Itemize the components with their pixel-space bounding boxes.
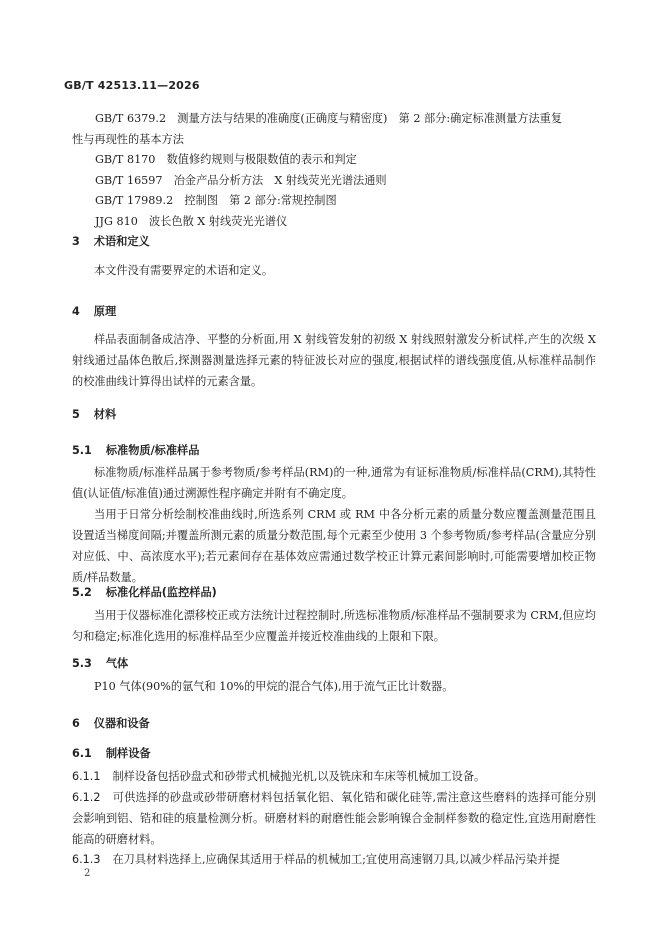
section-title: 标准物质/标准样品 — [105, 444, 200, 457]
clause-text: 制样设备包括砂盘式和砂带式机械抛光机,以及铣床和车床等机械加工设备。 — [112, 770, 486, 783]
clause-text: 在刀具材料选择上,应确保其适用于样品的机械加工;宜使用高速钢刀具,以减少样品污染并提 — [112, 853, 560, 866]
section-4-heading — [72, 303, 116, 319]
section-number: 5.2 — [72, 586, 92, 599]
section-title: 术语和定义 — [93, 235, 150, 248]
reference-line: JJG 810 波长色散 X 射线荧光光谱仪 — [95, 215, 288, 228]
section-5-heading — [72, 406, 116, 422]
clause-6-1-3 — [72, 849, 596, 870]
clause-text: 可供选择的砂盘或砂带研磨材料包括氧化铝、氧化锆和碳化硅等,需注意这些磨料的选择可能分别会影响到铝、锆和硅的痕量检测分析。研磨材料的耐磨性能会影响镍合金制样参数的稳定性,宜选用耐磨性能高的研磨材料。 — [72, 791, 596, 846]
section-number: 5.1 — [72, 444, 92, 457]
section-6-heading — [72, 715, 150, 731]
clause-6-1-2 — [72, 787, 596, 850]
section-3-body: 本文件没有需要界定的术语和定义。 — [94, 264, 274, 277]
section-6-1-heading — [72, 745, 151, 761]
clause-number: 6.1.2 — [72, 791, 101, 804]
reference-line: GB/T 8170 数值修约规则与极限数值的表示和判定 — [95, 153, 357, 166]
page-number: 2 — [84, 868, 91, 879]
section-5-3-heading — [72, 655, 128, 671]
clause-number: 6.1.1 — [72, 770, 101, 783]
section-5-1-heading — [72, 442, 199, 458]
section-title: 原理 — [93, 305, 117, 318]
reference-line: GB/T 16597 冶金产品分析方法 X 射线荧光光谱法通则 — [95, 174, 387, 187]
section-title: 气体 — [105, 657, 129, 670]
section-5-1-para-1: 标准物质/标准样品属于参考物质/参考样品(RM)的一种,通常为有证标准物质/标准样品(CRM),其特性值(认证值/标准值)通过溯源性程序确定并附有不确定度。 — [72, 466, 596, 500]
clause-6-1-1 — [72, 766, 596, 787]
section-number: 6.1 — [72, 747, 92, 760]
section-5-1-para-2: 当用于日常分析绘制校准曲线时,所选系列 CRM 或 RM 中各分析元素的质量分数应覆盖测量范围且设置适当梯度间隔;并覆盖所测元素的质量分数范围,每个元素至少使用 3 个参考物质/参考样品(含量应分别对应低、中、高浓度水平);若元素间存在基体效应需通过数学校正计算元素间影响时,可能需要增加校正物质/样品数量。 — [72, 508, 596, 584]
doc-header-id: GB/T 42513.11—2026 — [64, 79, 200, 92]
section-title: 标准化样品(监控样品) — [105, 586, 217, 599]
section-title: 材料 — [93, 408, 117, 421]
section-title: 制样设备 — [105, 747, 151, 760]
section-number: 5 — [72, 408, 80, 421]
section-number: 6 — [72, 717, 80, 730]
section-5-2-para-1: 当用于仪器标准化漂移校正或方法统计过程控制时,所选标准物质/标准样品不强制要求为 CRM,但应均匀和稳定;标准化选用的标准样品至少应覆盖并接近校准曲线的上限和下限。 — [72, 609, 596, 643]
section-number: 5.3 — [72, 657, 92, 670]
section-3-heading — [72, 233, 150, 249]
reference-line: GB/T 6379.2 测量方法与结果的准确度(正确度与精密度) 第 2 部分:确定标准测量方法重复 — [95, 112, 563, 125]
section-title: 仪器和设备 — [93, 717, 150, 730]
reference-line: GB/T 17989.2 控制图 第 2 部分:常规控制图 — [95, 194, 337, 207]
reference-line-continued: 性与再现性的基本方法 — [72, 133, 184, 146]
section-4-body: 样品表面制备成洁净、平整的分析面,用 X 射线管发射的初级 X 射线照射激发分析试样,产生的次级 X 射线通过晶体色散后,探测器测量选择元素的特征波长对应的强度,根据试样的谱线强度值,从标准样品制作的校准曲线计算得出试样的元素含量。 — [72, 333, 596, 388]
section-number: 4 — [72, 305, 80, 318]
section-5-3-para-1: P10 气体(90%的氩气和 10%的甲烷的混合气体),用于流气正比计数器。 — [94, 680, 454, 693]
clause-number: 6.1.3 — [72, 853, 101, 866]
section-5-2-heading — [72, 584, 217, 600]
section-number: 3 — [72, 235, 80, 248]
